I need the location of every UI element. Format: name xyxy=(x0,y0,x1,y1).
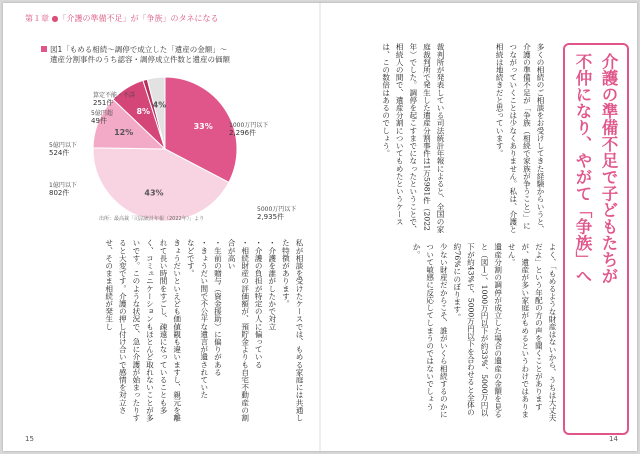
slice-percent-label: 12% xyxy=(114,128,134,138)
chapter-title-box xyxy=(563,43,629,435)
slice-percent-label: 43% xyxy=(144,188,164,198)
slice-category-label: 5000万円以下 xyxy=(257,206,297,213)
slice-count-label: 49件 xyxy=(91,117,107,125)
slice-count-label: 2,296件 xyxy=(229,129,257,137)
slice-category-label: 5億円以下 xyxy=(49,142,77,149)
figure-title-line2: 遺産分割事件のうち認容・調停成立件数と遺産の価額 xyxy=(50,55,230,64)
slice-percent-label: 33% xyxy=(193,121,213,131)
book-spread xyxy=(3,3,637,451)
running-header: 第１章 ●「介護の準備不足」が「争族」のタネになる xyxy=(25,14,219,23)
figure-pie-chart xyxy=(41,45,309,227)
page-number-right: 14 xyxy=(609,435,618,443)
slice-category-label: 算定不能・不詳 xyxy=(93,92,136,99)
slice-category-label: 1000万円以下 xyxy=(229,122,269,129)
slice-category-label: 5億円超 xyxy=(91,110,113,117)
pie-chart xyxy=(41,45,309,227)
slice-count-label: 802件 xyxy=(49,189,70,197)
gutter xyxy=(319,3,321,451)
slice-category-label: 1億円以下 xyxy=(49,182,77,189)
figure-title-line1: 図1「もめる相続～調停で成立した「遺産の金額」～ xyxy=(50,45,228,54)
right-body-text-3: よく、「もめるような財産はないから、うちは大丈夫だよ」という年配の方の声を聞くことがありますが、遺産が多い家庭がもめるというわけではありません。 遺産分割の調停が成立した場合の遺産の金額を見ると（図１）、1000万円以下が約33%、5000万円以下が約43%で、5000万円以下を合わせると全体の約76%にのぼります。 少ない財産だからこそ、誰がいくら相続するのかについて敏感に反応してしまうのではないでしょうか。 xyxy=(412,243,557,422)
right-body-text-2: 裁判所が発表している司法統計年報によると、全国の家庭裁判所で発生した遺産分割事件は1万5981件（2022年）でした。調停を起こすまでになったということで、相続人の間で、遺産分割についてもめたというケースは、この数倍はあるのでしょう。 xyxy=(381,43,445,233)
right-body-text-1: 多くの相続のご相談をお受けしてきた経験からいうと、介護の準備不足が「争族（相続で家族が争うこと）」につながっていくことは少なくありません。私は、介護と相続は地続きだと思っています。 xyxy=(495,43,545,233)
figure-source: 出所：最高裁「司法統計年報（2022年）」より xyxy=(99,216,205,222)
slice-count-label: 251件 xyxy=(93,99,114,107)
slice-count-label: 524件 xyxy=(49,149,70,157)
slice-count-label: 2,935件 xyxy=(257,213,285,221)
slice-percent-label: 4% xyxy=(152,100,167,110)
page-number-left: 15 xyxy=(25,435,34,443)
chapter-title: 介護の準備不足で子どもたちが 不仲になり、やがて「争族」へ xyxy=(573,53,618,284)
slice-percent-label: 8% xyxy=(136,107,151,117)
left-body-text: 私が相談を受けたケースでは、もめる家庭には共通した特徴があります。 ・介護を誰がしたかで対立 ・介護の負担が特定の人に偏っている ・相続財産の評価額が、預貯金よりも自宅不動産の割合が高い ・生前の贈与（資金援助）に偏りがある ・きょうだい間で不公平な遺言が遺されていた などです。 きょうだいといえども価値観も違いますし、親元を離れて長い時間をすごし、疎遠になっていることも多く、コミュニケーションもほとんど取れないことが多いです。このような状況で、急に介護が始まったりすると大変です。介護の押し付け合いで感情を対立させ、そのまま相続が発生し xyxy=(104,239,304,422)
